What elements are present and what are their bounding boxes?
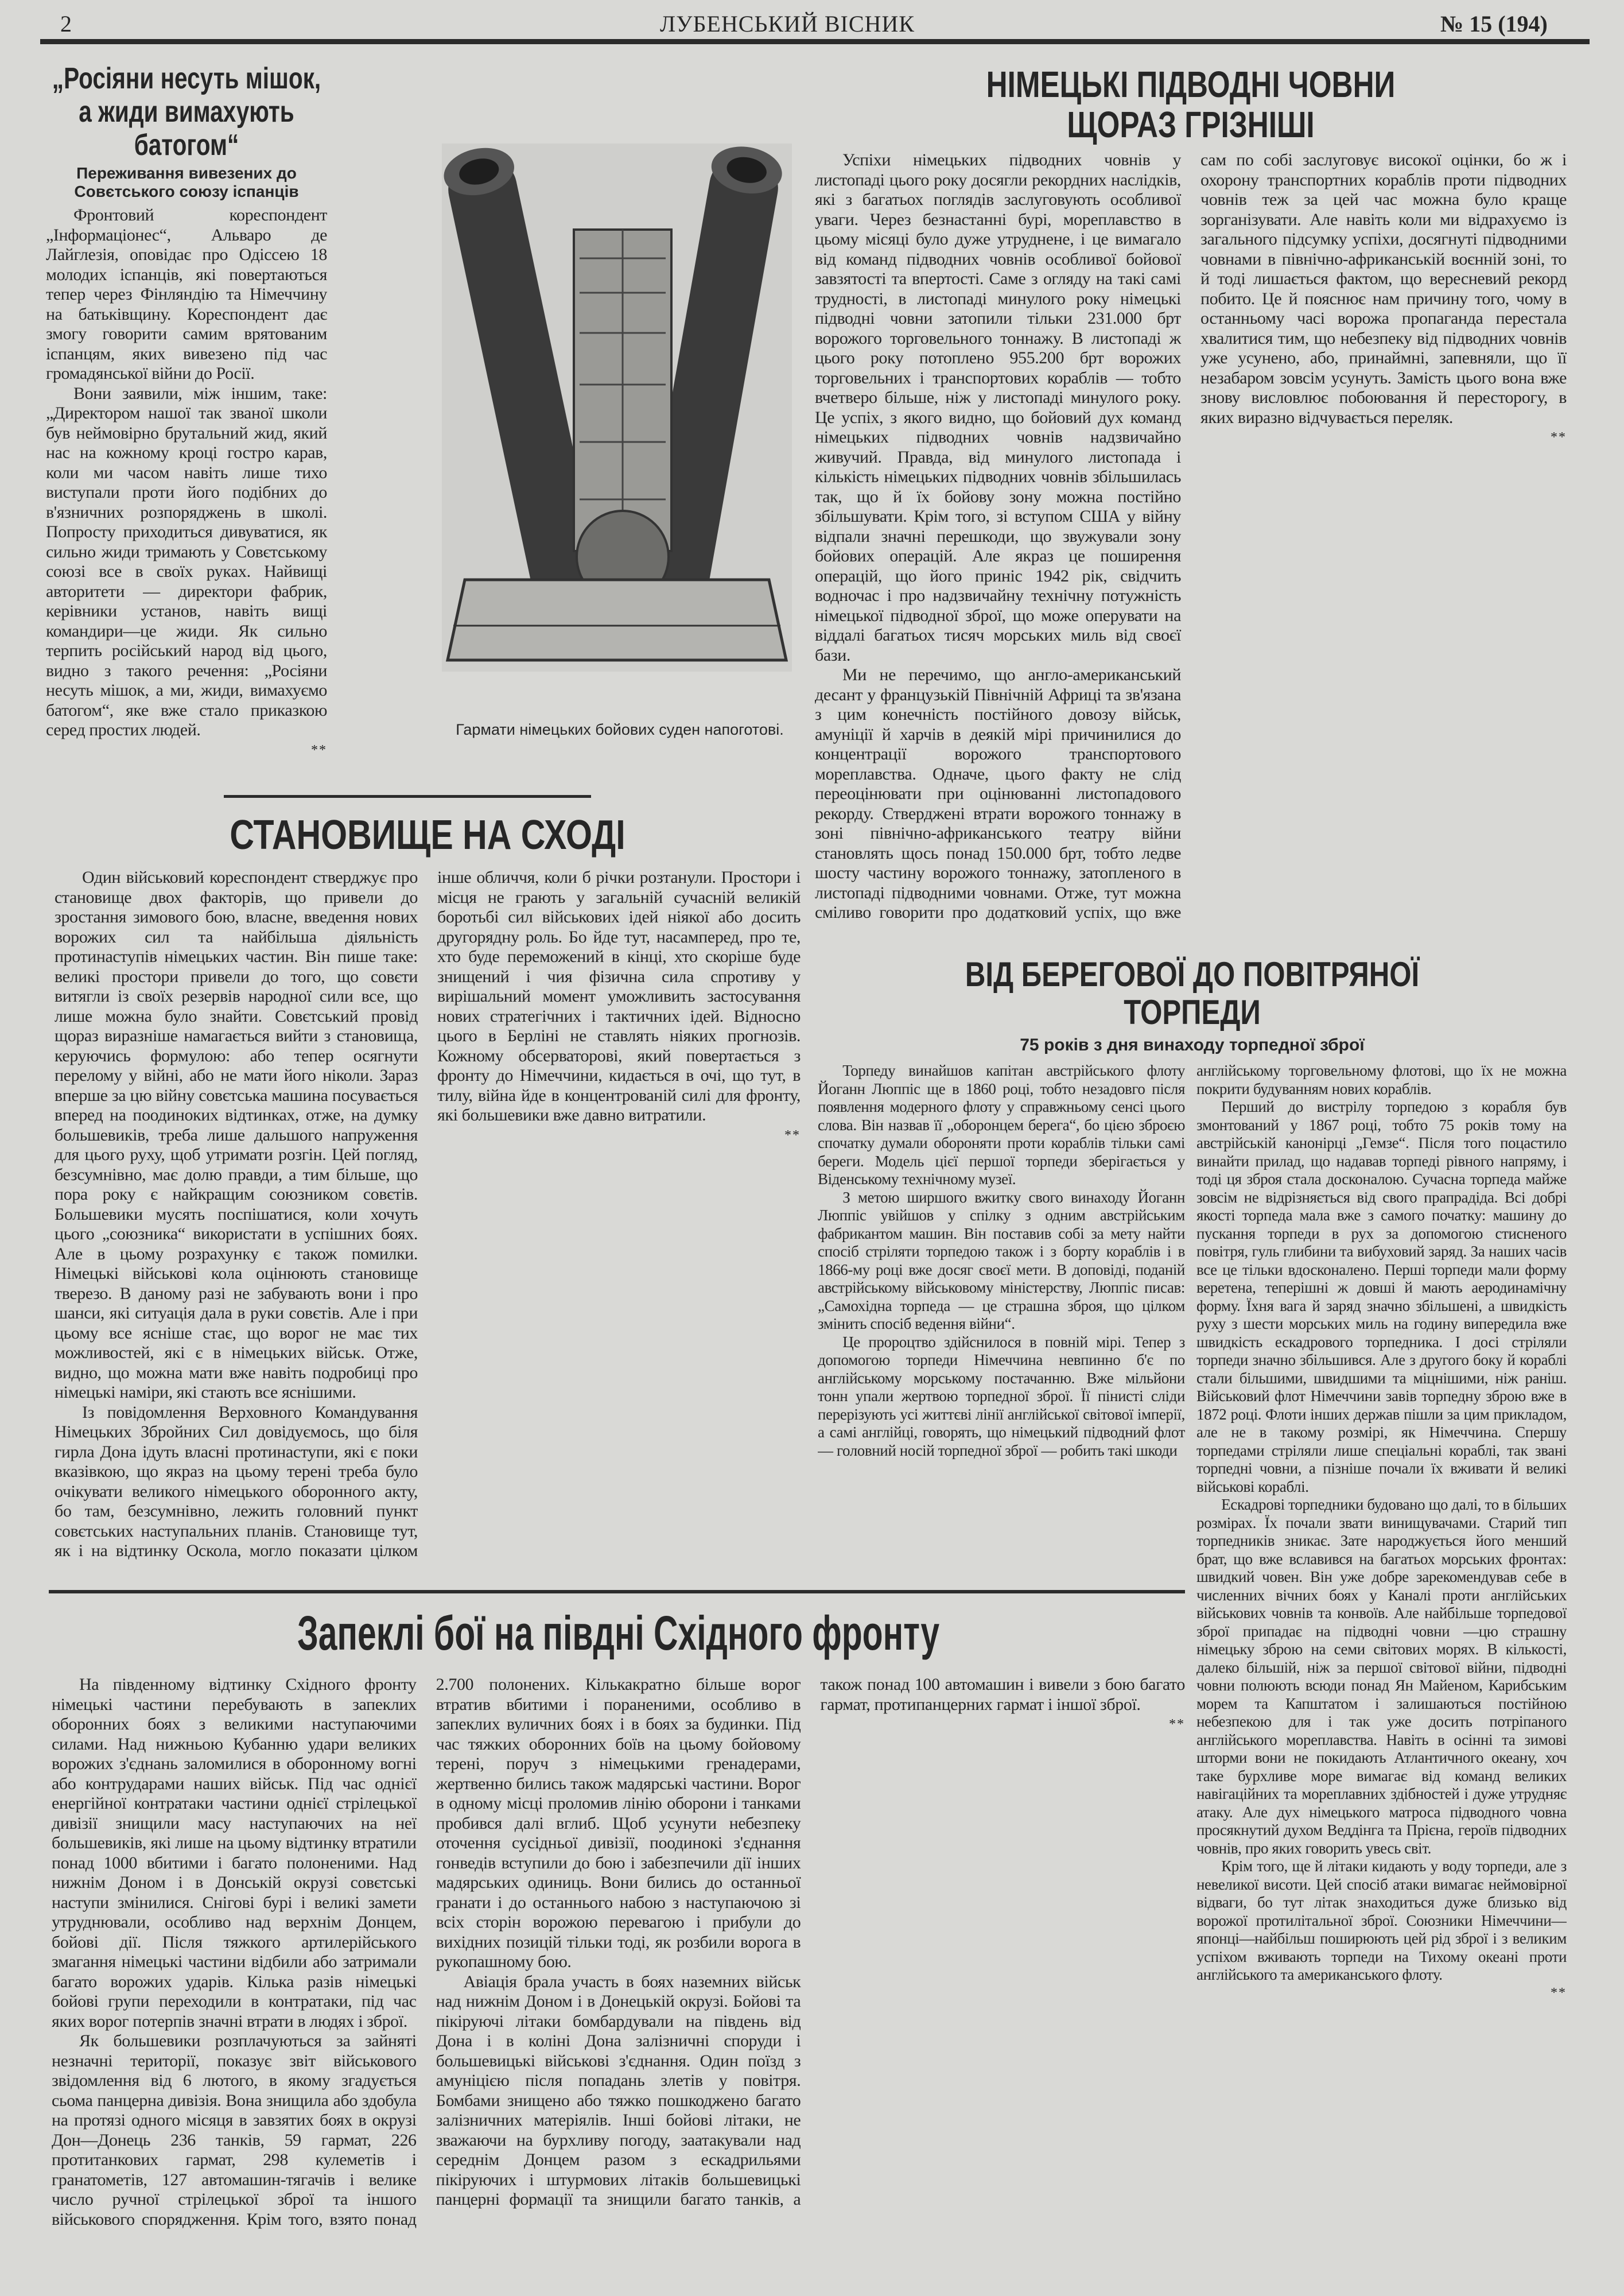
article-torpedo-col-right [1196,1062,1567,2256]
signature: ** [1168,1717,1185,1732]
paragraph: Це пророцтво здійснилося в повній мірі. Тепер з допомогою торпеди Німеччина невпинно б'є по англійському морському постачанню. Вже мільйони тонн упали жертвою торпедної зброї. Її пінисті сліди перерізують усі життєві лінії англійської світової імперії, а самі англійці, говорять, що німецький підводний флот — головний носій торпедної зброї — робить такі шкоди [818,1333,1185,1459]
article-subtitle: Переживання вивезених до Совєтського союзу іспанців [74,164,299,200]
paragraph: Як большевики розплачуються за зайняті незначні території, показує звіт військового звідомлення від 6 лютого, в якому згадується сьома панцерна дивізія. Вона знищила або здобула на протязі одного місяця в завзятих боях в окрузі Дон—Донець 236 танків, 59 гармат, 226 протитанкових гармат, 298 кулеметів і гранатометів, 127 автомашин-тягачів і велике число ручної стрілецької зброї та іншого військового спорядження. Крім того, взято понад 2.700 полонених. Кількакратно більше ворог втратив вбитими і пораненими, особливо в запеклих вуличних боях і в боях за будинки. Під час тяжких оборонних боїв на цьому бойовому терені, поруч з німецькими гренадерами, жертвенно бились також мадярські частини. Ворог в одному місці проломив лінію оборони і танками пробився далі вглиб. Щоб усунути небезпеку оточення сусідньої дивізії, поодинокі з'єднання гонведів вступили до бою і забезпечили дії інших мадярських одиниць. Вони бились до останньої гранати і до останнього набою з наступаючою зі всіх сторін ворожою перевагою і прибули до вихідних позицій тільки тоді, як розбили ворога в рукопашному бою. [52,1675,801,2229]
article-submarines [815,64,1567,928]
headline-line: ТОРПЕДИ [1124,993,1261,1031]
paragraph: англійському торговельному флотові, що їх не можна покрити будуванням нових кораблів. [1196,1062,1567,1097]
paragraph: На південному відтинку Східного фронту німецькі частини перебувають в запеклих оборонних боях з великими наступаючими силами. Над нижньою Кубанню удари великих ворожих з'єднань заломилися в оборонному вогні або контрударами наших військ. Під час однієї енергійної контратаки частини однієї стрілецької дивізії знищили масу наступаючих на неї большевиків, які лише на цьому відтинку втратили понад 1000 вбитими і багато полоненими. Над нижнім Доном і в Донській окрузі совєтські наступи змінилися. Снігові бурі і великі замети утруднювали, особливо над верхнім Донцем, бойові дії. Після тяжкого артилерійського змагання німецькі частини відбили або затримали багато ворожих ударів. Кілька разів німецькі бойові групи переходили в контратаки, під час яких ворог потерпів значні втрати в людях і зброї. [52,1675,417,2031]
article-body [815,150,1567,928]
article-torpedo [818,956,1567,1056]
section-rule [224,795,591,798]
article-headline [890,64,1491,145]
paragraph: Ескадрові торпедники будовано що далі, то в більших розмірах. Їх почали звати винищувачами. Старий тип торпедників зникає. Зате народжується його менший брат, що вже вславився на багатьох морських фронтах: швидкий човен. Він уже добре зарекомендував себе в численних вічних боях у Каналі проти англійських військових човнів та конвоїв. Але найбільше торпедової зброї припадає на підводні човни —цю страшну німецьку зброю на семи світових морях. В кількості, далеко більшій, ніж за першої світової війни, підводні човни полюють всюди понад Ян Майеном, Карибським морем та Капштатом і залишаються постійною небезпекою для і так уже досить потріпаного англійського мореплавства. Навіть в осінні та зимові шторми вони не покидають Атлантичного океану, хоч таке бурхливе море вимагає від команд великих навігаційних та мореплавних здібностей і дуже утрудняє атаку. Але дух німецького матроса підводного човна просякнутий духом Веддінга та Прієна, героїв підводних човнів, про яких говорить увесь світ. [1196,1496,1567,1857]
paragraph: Перший до вистрілу торпедою з корабля був змонтований у 1867 році, тобто 75 років тому на австрійській канонірці „Гемзе“. Після того поцастило винайти прилад, що надавав торпеді рівного напряму, і тоді ця зброя стала досконалою. Сучасна торпеда майже зовсім не відрізняється від свого прапрадіда. Всі добрі якості торпеда мала вже з самого початку: машину до пускання торпеди в рух за допомогою стисненого повітря, гуль глибини та вибуховий заряд. За наших часів все це тільки вдосконалено. Перші торпеди мали форму веретена, теперішні ж довші й мають аеродинамічну форму. Їхня вага й заряд значно збільшені, а швидкість руху з шести морських миль на годину випередила вже швидкість ескадрового торпедника. І досі стріляли торпеди значно збільшився. Але з другого боку й кораблі стали більшими, швидшими та міцнішими, ніж раніш. Військовий флот Німеччини завів торпедну зброю вже в 1872 році. Флоти інших держав пішли за цим прикладом, але не в такому розмірі, як Німеччина. Спершу торпедами стріляли лише спеціальні кораблі, так звані торпедні човни, а пізніше почали їх вживати й великі військові кораблі. [1196,1098,1567,1495]
article-southern-front [52,1601,1185,2249]
photo-caption: Гармати німецьких бойових суден напоготові. [456,721,784,738]
article-headline [885,956,1499,1031]
masthead-rule [40,39,1590,44]
headline-line: а жиди вимахують батогом“ [79,95,294,162]
article-eastern-situation [55,809,801,1580]
article-headline: СТАНОВИЩЕ НА СХОДІ [230,812,625,858]
article-body [52,1675,1185,2249]
paragraph: Успіхи німецьких підводних човнів у листопаді цього року досягли рекордних наслідків, які з багатьох поглядів заслуговують особливої уваги. Через безнастанні бурі, мореплавство в цьому місяці було дуже утруднене, і це вимагало від команд підводних човнів особливої бойової завзятості та впертості. Саме з огляду на такі самі трудності, в листопаді минулого року німецькі підводні човни затопили тільки 231.000 брт ворожого торговельного тоннажу. В листопаді ж цього року потоплено 955.200 брт ворожих торговельних і транспортових кораблів — тобто вчетверо більше, ніж у листопаді минулого року. Це успіх, з якого видно, що бойовий дух команд німецьких підводних човнів надзвичайно живучий. Правда, від минулого листопада і кількість німецьких підводних човнів збільшилась так, що й їх бойову зону можна постійно збільшувати. Крім того, зі вступом США у війну відпали значні перешкоди, що звужували зону бойових операцій. Але якраз це поширення операцій, що його приніс 1942 рік, свідчить водночас і про надзвичайну технічну потужність німецької підводної зброї, що може оперувати на віддалі багатьох тисяч морських миль від своєї бази. [815,150,1181,665]
article-body [55,868,801,1580]
paragraph: Крім того, ще й літаки кидають у воду торпеди, але з невеликої висоти. Цей спосіб атаки вимагає неймовірної відваги, бо тут літак знаходиться дуже близько від ворожої протилітальної зброї. Союзники Німеччини—японці—найбільш поширюють цей рід зброї і з великим успіхом вживають торпеди на Тихому океані проти англійського та американського флоту. [1196,1857,1567,1983]
signature: ** [1551,430,1567,445]
photo-naval-guns [442,144,792,672]
signature: ** [784,1127,801,1143]
article-headline [48,62,325,162]
paragraph: Авіація брала участь в боях наземних військ над нижнім Доном і в Донецькій окрузі. Бойові та пікіруючі літаки бомбардували на південь від Дона і в коліні Дона залізничні споруди і большевицькі військові з'єднання. Один поїзд з амуніцією після попадань злетів у повітря. Бомбами знищено або тяжко пошкоджено багато залізничних матеріялів. Інші бойові літаки, не зважаючи на бурхливу погоду, заатакували над середнім Донцем разом з ескадрильями пікіруючих і штурмових літаків большевицькі панцерні формації та знищили багато танків, а також понад 100 автомашин і вивели з бою багато гармат, протипанцерних гармат і іншої зброї. [436,1675,1185,2209]
article-subtitle: 75 років з дня винаходу торпедної зброї [1020,1035,1365,1054]
signature: ** [311,742,327,758]
headline-line: ЩОРАЗ ГРІЗНІШІ [1067,104,1315,145]
article-russians-sack [46,62,327,760]
paragraph: Торпеду винайшов капітан австрійського флоту Йоганн Люппіс ще в 1860 році, тобто незадовго після появлення модерного флоту у справжньому сенсі цього слова. Він назвав її „оборонцем берега“, бо цією зброєю спочатку думали обороняти проти кораблів тільки самі береги. Модель цієї першої торпеди зберігається у Віденському технічному музеї. [818,1062,1185,1188]
paragraph: Фронтовий кореспондент „Інформаціонес“, Альваро де Лайглезія, оповідає про Одіссею 18 молодих іспанців, які повертаються тепер через Фінляндію та Німеччину на батьківщину. Кореспондент дає змогу говорити самим врятованим іспанцям, яких вивезено під час громадянської війни до Росії. [46,205,327,383]
paragraph: Із повідомлення Верховного Командування Німецьких Збройних Сил довідуємось, що біля гирла Дона ідуть власні протинаступи, які є поки вказівкою, що якраз на цьому терені треба було очікувати великого німецького оборонного акту, бо там, безсумнівно, лежить головний пункт совєтських наступальних планів. Становище тут, як і на відтинку Оскола, могло показати цілком інше обличчя, коли б річки розтанули. Простори і місця не грають у загальній сучасній великій боротьбі сил військових ідей ніякої або досить другорядну роль. Бо йде тут, насамперед, про те, хто буде переможений в кінці, хто скоріше буде знищений і чия фізична сила спротиву у вирішальний момент уможливить застосування нових стратегічних і тактичних ідей. Відносно цього в Берліні не ставлять ніяких прогнозів. Кожному обсерваторові, який повертається з фронту до Німеччини, кидається в очі, що тут, в тилу, війна йде в концентрованій силі для фронту, які большевики вже давно витратили. [55,868,801,1560]
section-rule [49,1590,1185,1593]
article-torpedo-col-left [818,1062,1185,1556]
signature: ** [1551,1985,1567,2000]
newspaper-title: ЛУБЕНСЬКИЙ ВІСНИК [660,11,915,37]
headline-line: ВІД БЕРЕГОВОЇ ДО ПОВІТРЯНОЇ [965,955,1420,994]
naval-guns-illustration [442,144,792,672]
paragraph: Ми не перечимо, що англо-американський десант у французькій Північній Африці та зв'язана з цим конечність постійного довозу військ, амуніції й харчів в деякій мірі причинилися до концентрації ворожого транспортового мореплавства. Одначе, цього факту не слід переоцінювати при оцінюванні листопадового рекорду. Стверджені втрати ворожого тоннажу в зоні північно-африканського театру війни становлять щось понад 150.000 брт, тобто ледве шосту частину ворожого тоннажу, затопленого в листопаді підводними човнами. Отже, тут можна сміливо говорити про додатковий успіх, що вже сам по собі заслуговує високої оцінки, бо ж і охорону транспортних кораблів проти підводних човнів теж за цей час можна було краще зорганізувати. Але навіть коли ми відрахуємо із загального підсумку успіхи, досягнуті підводними човнами в північно-африканській воєнній зоні, то й тоді лишається фактом, що вересневий рекорд побито. Це й пояснює нам причину того, чому в останньому часі ворожа пропаганда перестала хвалитися тим, що небезпеку від підводних човнів уже усунено, або, принаймні, запевняли, що її незабаром зовсім усунуть. Замість цього вона вже знову висловлює побоювання й пересторогу, в яких виразно відчувається переляк. [815,150,1567,922]
article-body [46,205,327,760]
paragraph: Вони заявили, між іншим, таке: „Директором нашої так званої школи був неймовірно брутальний жид, який нас на кожному кроці гостро карав, коли ми часом навіть лише тихо виступали проти його подібних до в'язничних розпоряджень в школі. Попросту приходиться дивуватися, як сильно жиди тримають у Совєтському союзі все в своїх руках. Найвищі авторитети — директори фабрик, керівники установ, навіть вищі командири—це жиди. Як сильно терпить російський народ від цього, видно з такого речення: „Росіяни несуть мішок, а ми, жиди, вимахуємо батогом“, яке вже стало приказкою серед простих людей. [46,383,327,739]
issue-number: № 15 (194) [1440,11,1548,37]
headline-line: НІМЕЦЬКІ ПІДВОДНІ ЧОВНИ [986,64,1396,105]
article-headline: Запеклі бої на півдні Східного фронту [297,1606,940,1660]
page-number: 2 [60,11,72,37]
paragraph: Один військовий кореспондент стверджує про становище двох факторів, що привели до зростання зимового бою, власне, введення нових ворожих сил та найбільша діяльність протинаступів німецьких частин. Він пише таке: великі простори привели до того, що совєти витягли із своїх резервів народної сили все, що лише можна було знайти. Совєтський провід щораз виразніше намагається вийти з становища, керуючись формулою: або тепер осягнути перелому у війні, або не мати його ніколи. Зараз вперше за цю війну совєтська машина посувається вперед на поодиноких відтинках, отже, на думку большевиків, треба лише дальшого напруження для цього руху, щоб утримати розгін. Цей погляд, безсумнівно, має долю правди, а тим більше, що пора року є найкращим союзником совєтів. Большевики мусять поспішатися, коли хочуть цього „союзника“ використати в успішних боях. Але в цьому розрахунку є також помилки. Німецькі військові кола оцінюють становище тверезо. В даному разі не забувають вони і про шанси, які ситуація дала в руки совєтів. Але і при цьому все ясніше стає, що ворог не має тих можливостей, які є в німецьких військ. Отже, видно, що можна мати вже навіть подробиці про німецькі наміри, які стають все яснішими. [55,868,418,1402]
paragraph: З метою ширшого вжитку свого винаходу Йоганн Люппіс увійшов у спілку з одним австрійським фабрикантом машин. Він поставив собі за мету найти спосіб стріляти торпедою також і з борту кораблів і в 1866-му році вже досяг своєї мети. В доповіді, поданій австрійському військовому міністерству, Люппіс писав: „Самохідна торпеда — це страшна зброя, що цілком змінить спосіб ведення війни“. [818,1188,1185,1332]
headline-line: „Росіяни несуть мішок, [52,62,321,95]
